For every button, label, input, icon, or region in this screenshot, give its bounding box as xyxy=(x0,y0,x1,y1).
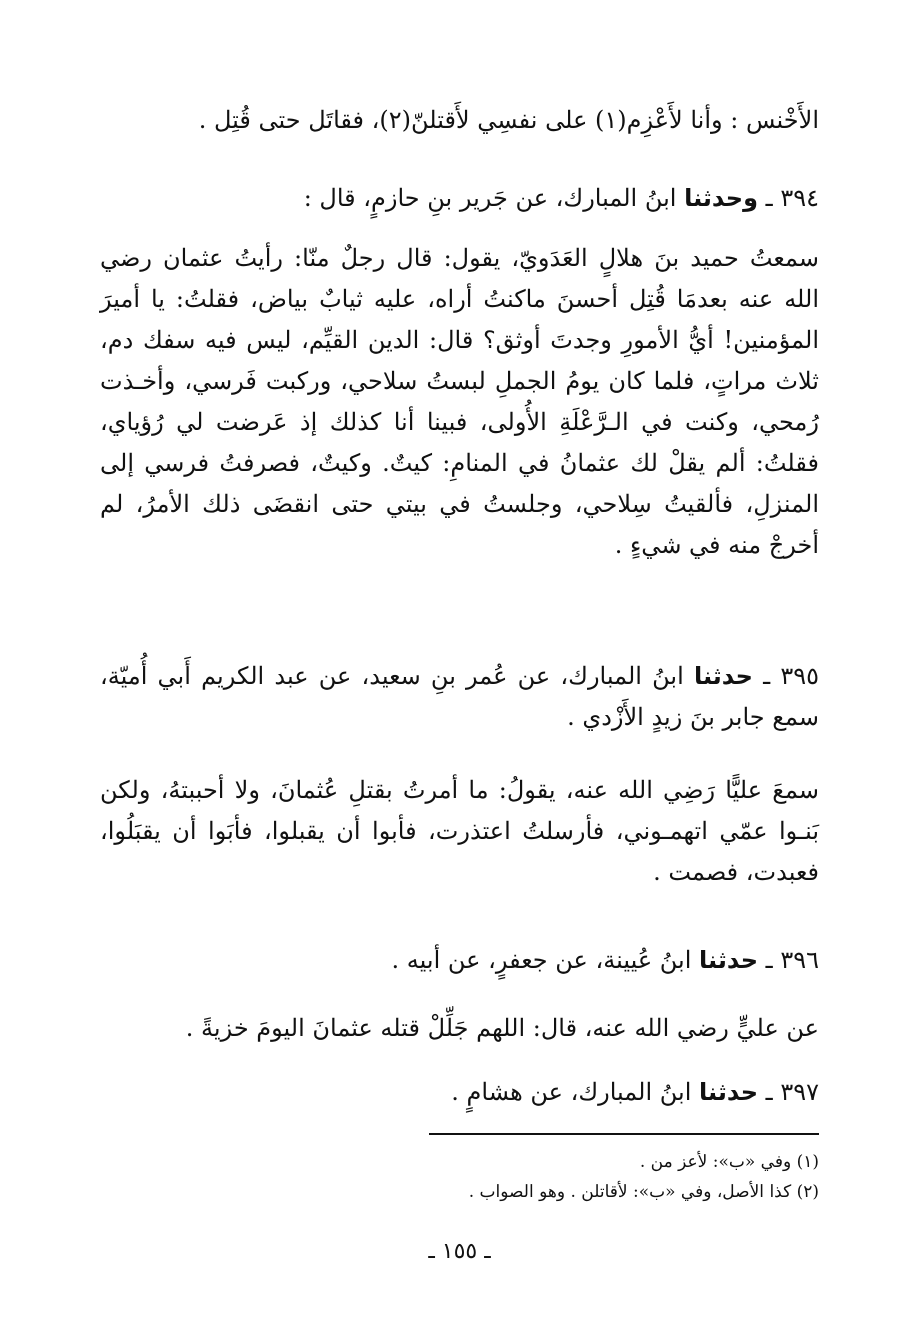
footnote-1: (١) وفي «ب»: لأعز من . xyxy=(639,1152,819,1172)
hadith-397-header xyxy=(100,1072,819,1113)
footnotes xyxy=(100,1147,819,1207)
continuation-paragraph xyxy=(100,100,819,141)
hadith-395-body xyxy=(100,770,819,893)
hadith-396-body xyxy=(100,1008,819,1049)
hadith-394-body xyxy=(100,238,819,566)
hadith-395-header xyxy=(100,656,819,738)
footnote-separator xyxy=(429,1133,819,1135)
hadith-395-number: ٣٩٥ ـ xyxy=(763,662,819,690)
hadith-396-keyword: حدثنا xyxy=(699,946,759,974)
hadith-395-text: سمعَ عليًّا رَضِي الله عنه، يقولُ: ما أمرتُ بقتلِ عُثمانَ، ولا أحببتهُ، ولكن بَنـوا عمّي اتهمـوني، فأرسلتُ اعتذرت، فأبوا أن يقبلوا، فأبَوا أن يقبَلُوا، فعبدت، فصمت . xyxy=(100,776,819,886)
hadith-394-header xyxy=(100,178,819,219)
hadith-396-isnad: ابنُ عُيينة، عن جعفرٍ، عن أبيه . xyxy=(391,946,692,974)
hadith-397-keyword: حدثنا xyxy=(699,1078,759,1106)
hadith-394-isnad: ابنُ المبارك، عن جَرير بنِ حازمٍ، قال : xyxy=(303,184,677,212)
hadith-397-isnad: ابنُ المبارك، عن هشامٍ . xyxy=(451,1078,692,1106)
hadith-396-header xyxy=(100,940,819,981)
hadith-395-keyword: حدثنا xyxy=(693,662,753,690)
hadith-394-text: سمعتُ حميد بنَ هلالٍ العَدَويّ، يقول: قال رجلٌ منّا: رأيتُ عثمان رضي الله عنه بعدمَا قُتِل أحسنَ ماكنتُ أراه، عليه ثيابٌ بياض، فقلتُ: يا أميرَ المؤمنين! أيُّ الأمورِ وجدتَ أوثق؟ قال: الدين القيِّم، ليس فيه سفك دم، ثلاث مراتٍ، فلما كان يومُ الجملِ لبستُ سلاحي، وركبت فَرسي، وأخـذت رُمحي، وكنت في الـرَّعْلَةِ الأُولى، فبينا أنا كذلك إذ عَرضت لي رُؤياي، فقلتُ: ألم يقلْ لك عثمانُ في المنامِ: كيتٌ. وكيتٌ، فصرفتُ فرسي إلى المنزلِ، فألقيتُ سِلاحي، وجلستُ في بيتي حتى انقضَى ذلك الأمرُ، لم أخرجْ منه في شيءٍ . xyxy=(100,244,819,559)
hadith-397-number: ٣٩٧ ـ xyxy=(765,1078,819,1106)
page-number: ـ ١٥٥ ـ xyxy=(428,1239,491,1264)
footnote-2: (٢) كذا الأصل، وفي «ب»: لأقاتلن . وهو الصواب . xyxy=(468,1182,819,1202)
hadith-394-keyword: وحدثنا xyxy=(684,184,759,212)
continuation-text: الأَخْنس : وأنا لأَعْزِم(١) على نفسِي لأَقتلنّ(٢)، فقاتَل حتى قُتِل . xyxy=(198,106,819,134)
hadith-396-number: ٣٩٦ ـ xyxy=(765,946,819,974)
hadith-394-number: ٣٩٤ ـ xyxy=(765,184,819,212)
hadith-395-isnad: ابنُ المبارك، عن عُمر بنِ سعيد، عن عبد الكريم أَبي أُميّة، سمع جابر بنَ زيدٍ الأَزْدي . xyxy=(100,662,819,731)
hadith-396-text: عن عليٍّ رضي الله عنه، قال: اللهم جَلِّلْ قتله عثمانَ اليومَ خزيةً . xyxy=(185,1014,819,1042)
